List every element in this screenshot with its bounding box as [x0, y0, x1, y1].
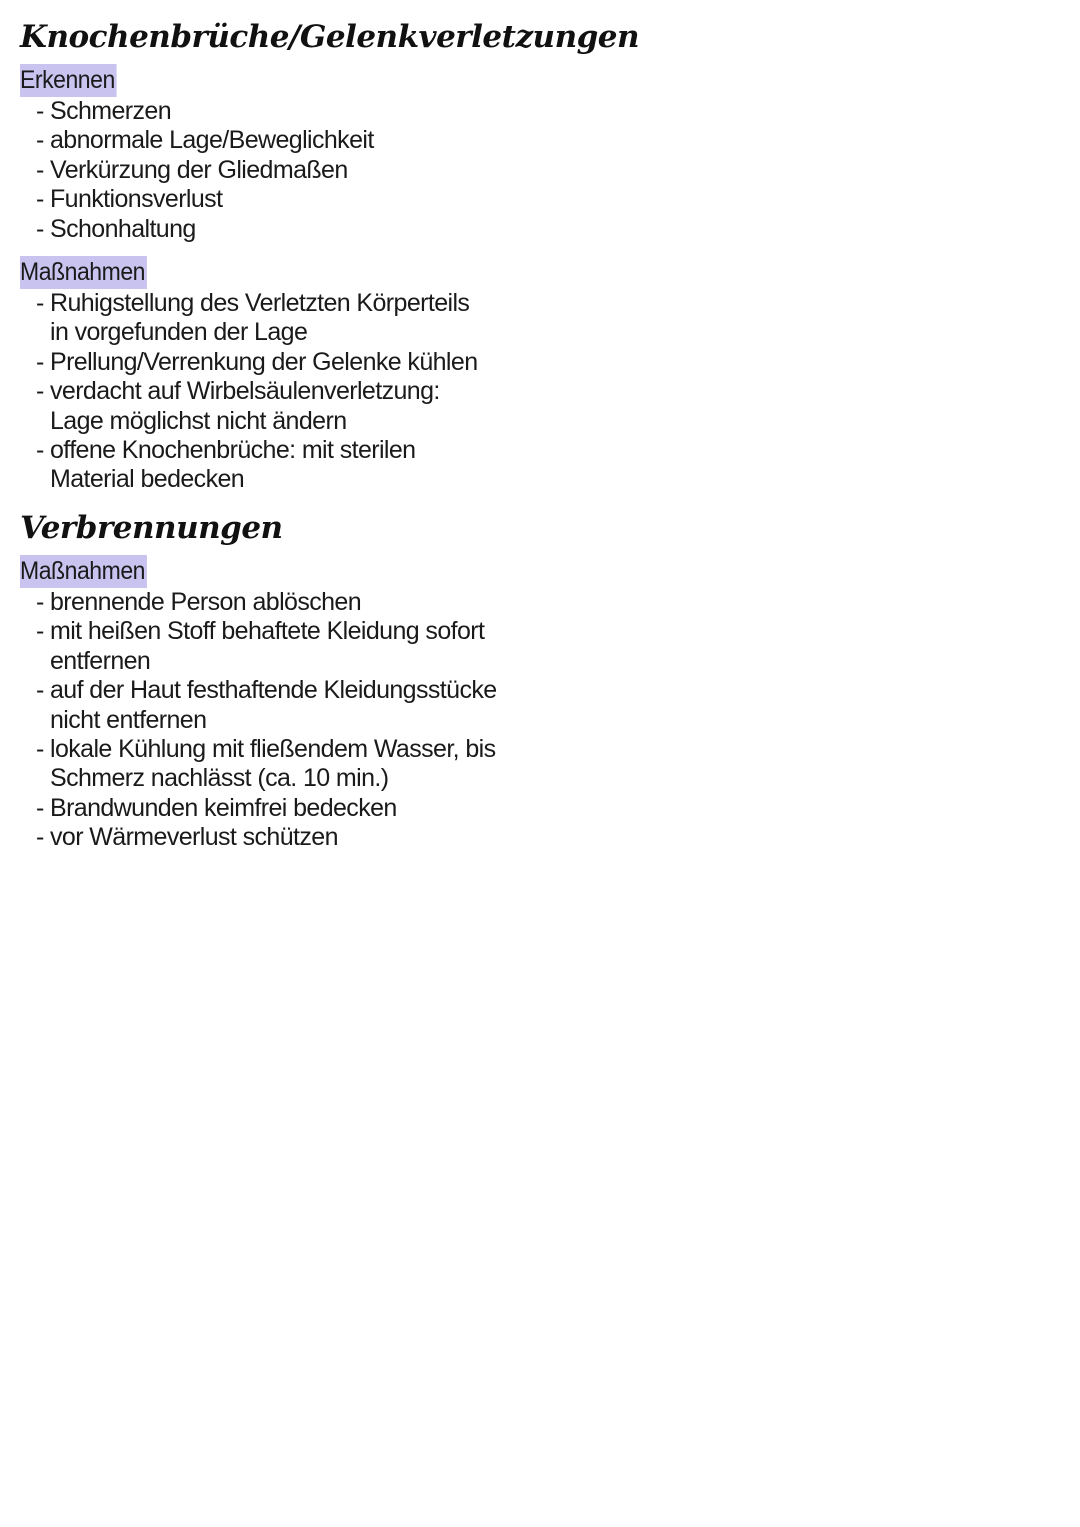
list-item: - offene Knochenbrüche: mit sterilen Material bedecken	[36, 436, 490, 495]
fracture-measures-label: Maßnahmen	[20, 256, 147, 289]
burn-measures-label: Maßnahmen	[20, 555, 147, 588]
list-item: - brennende Person ablöschen	[36, 588, 570, 617]
section-title-burns: Verbrennungen	[20, 509, 283, 546]
fracture-measures-section	[20, 256, 1060, 495]
list-item: - Schmerzen	[36, 97, 570, 126]
burn-measures-list	[20, 588, 1060, 853]
fracture-measures-list	[20, 289, 516, 495]
section-title-fractures: Knochenbrüche/Gelenkverletzungen	[20, 19, 640, 55]
list-item: - Verkürzung der Gliedmaßen	[36, 156, 570, 185]
list-item: - vor Wärmeverlust schützen	[36, 823, 570, 852]
list-item: - mit heißen Stoff behaftete Kleidung sofort entfernen	[36, 617, 490, 676]
recognize-label: Erkennen	[20, 64, 117, 97]
list-item: - abnormale Lage/Beweglichkeit	[36, 126, 570, 155]
list-item: - auf der Haut festhaftende Kleidungsstücke nicht entfernen	[36, 676, 530, 735]
recognize-list	[20, 97, 1060, 244]
list-item: - Funktionsverlust	[36, 185, 570, 214]
recognize-section	[20, 64, 1060, 244]
list-item: - verdacht auf Wirbelsäulenverletzung: Lage möglichst nicht ändern	[36, 377, 470, 436]
list-item: - lokale Kühlung mit fließendem Wasser, bis Schmerz nachlässt (ca. 10 min.)	[36, 735, 550, 794]
list-item: - Schonhaltung	[36, 215, 570, 244]
burn-measures-section	[20, 555, 1060, 853]
list-item: - Prellung/Verrenkung der Gelenke kühlen	[36, 348, 490, 377]
list-item: - Brandwunden keimfrei bedecken	[36, 794, 570, 823]
list-item: - Ruhigstellung des Verletzten Körperteils in vorgefunden der Lage	[36, 289, 470, 348]
notes-page	[20, 14, 1060, 853]
